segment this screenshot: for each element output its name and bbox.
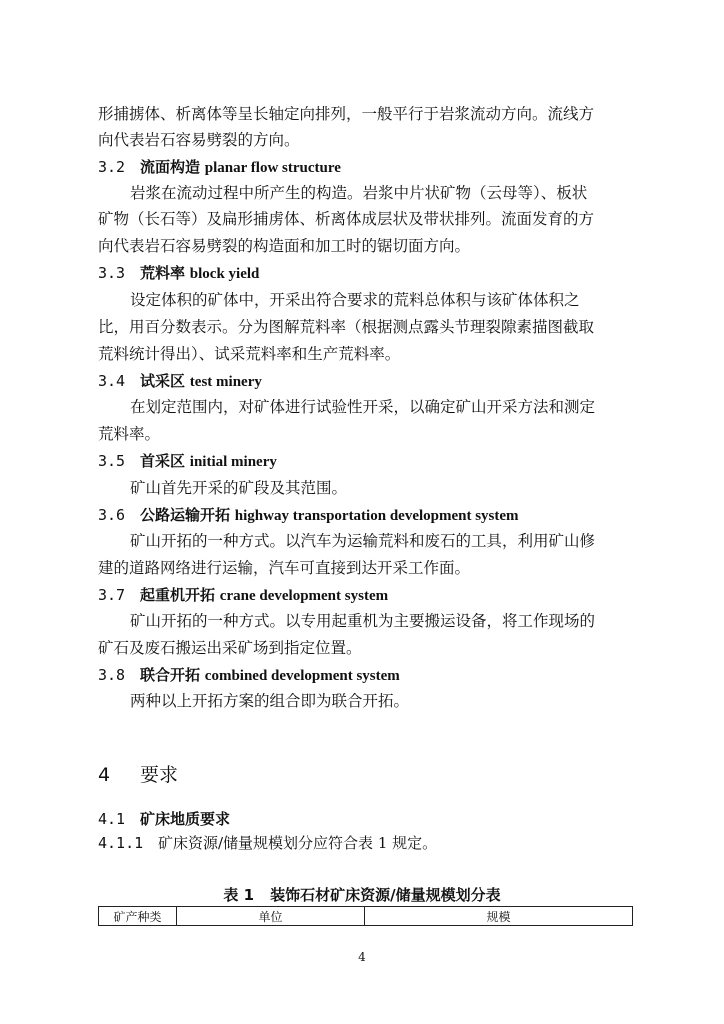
term-definition-line: 在划定范围内，对矿体进行试验性开采，以确定矿山开采方法和测定: [130, 398, 596, 416]
term-definition-line: 矿山开拓的一种方式。以专用起重机为主要搬运设备，将工作现场的: [130, 612, 596, 630]
term-heading-3-6: [98, 506, 519, 525]
term-zh: 联合开拓: [140, 666, 201, 684]
term-number: 3.5: [98, 452, 126, 470]
term-definition-line: 岩浆在流动过程中所产生的构造。岩浆中片状矿物（云母等）、板状: [130, 184, 588, 202]
term-en: initial minery: [189, 454, 277, 470]
term-number: 3.6: [98, 506, 126, 524]
term-heading-3-8: [98, 666, 400, 685]
term-number: 3.7: [98, 586, 126, 604]
term-heading-3-7: [98, 586, 388, 605]
term-zh: 首采区: [140, 452, 186, 470]
term-definition-line: 向代表岩石容易劈裂的构造面和加工时的锯切面方向。: [98, 237, 471, 255]
term-zh: 流面构造: [140, 158, 201, 176]
term-heading-3-4: [98, 372, 262, 391]
term-definition-line: 比，用百分数表示。分为图解荒料率（根据测点露头节理裂隙素描图截取: [98, 318, 595, 336]
subsection-heading-4-1: [98, 808, 230, 829]
section-title: 要求: [140, 764, 179, 786]
page-number: 4: [358, 950, 366, 964]
term-definition-line: 荒料统计得出）、试采荒料率和生产荒料率。: [98, 345, 401, 363]
body-text-line: 向代表岩石容易劈裂的方向。: [98, 131, 300, 149]
section-number: 4: [98, 764, 111, 786]
term-definition-line: 矿石及废石搬运出采矿场到指定位置。: [98, 639, 362, 657]
term-number: 3.3: [98, 264, 126, 282]
term-definition-line: 设定体积的矿体中，开采出符合要求的荒料总体积与该矿体体积之: [130, 291, 580, 309]
table-title: 装饰石材矿床资源/储量规模划分表: [270, 886, 501, 904]
section-heading-4: [98, 760, 178, 787]
term-en: highway transportation development system: [234, 508, 519, 524]
term-number: 3.2: [98, 158, 126, 176]
term-definition-line: 矿物（长石等）及扁形捕虏体、析离体成层状及带状排列。流面发育的方: [98, 210, 595, 228]
term-zh: 试采区: [140, 372, 186, 390]
term-definition-line: 荒料率。: [98, 425, 161, 443]
table-header-row: [99, 907, 633, 926]
term-heading-3-3: [98, 264, 259, 283]
term-zh: 公路运输开拓: [140, 506, 231, 524]
table-header-cell: 规模: [365, 907, 633, 926]
term-definition-line: 矿山开拓的一种方式。以汽车为运输荒料和废石的工具，利用矿山修: [130, 532, 596, 550]
term-heading-3-2: [98, 158, 341, 177]
term-heading-3-5: [98, 452, 277, 471]
term-zh: 荒料率: [140, 264, 186, 282]
clause-number: 4.1.1: [98, 834, 144, 852]
term-en: test minery: [189, 374, 262, 390]
term-definition-line: 矿山首先开采的矿段及其范围。: [130, 479, 348, 497]
term-en: crane development system: [219, 588, 389, 604]
term-zh: 起重机开拓: [140, 586, 216, 604]
table-caption: [0, 884, 724, 905]
term-en: combined development system: [204, 668, 400, 684]
clause-4-1-1: [98, 832, 437, 853]
term-definition-line: 建的道路网络进行运输，汽车可直接到达开采工作面。: [98, 559, 471, 577]
body-text-line: 形捕掳体、析离体等呈长轴定向排列，一般平行于岩浆流动方向。流线方: [98, 105, 595, 123]
table-1: [98, 906, 633, 926]
subsection-title: 矿床地质要求: [140, 810, 231, 828]
subsection-number: 4.1: [98, 810, 126, 828]
term-definition-line: 两种以上开拓方案的组合即为联合开拓。: [130, 692, 410, 710]
term-en: block yield: [189, 266, 260, 282]
table-number: 表 1: [223, 886, 255, 904]
term-number: 3.4: [98, 372, 126, 390]
term-number: 3.8: [98, 666, 126, 684]
clause-text: 矿床资源/储量规模划分应符合表 1 规定。: [158, 834, 438, 852]
table-header-cell: 单位: [177, 907, 365, 926]
table-header-cell: 矿产种类: [99, 907, 177, 926]
term-en: planar flow structure: [204, 160, 341, 176]
